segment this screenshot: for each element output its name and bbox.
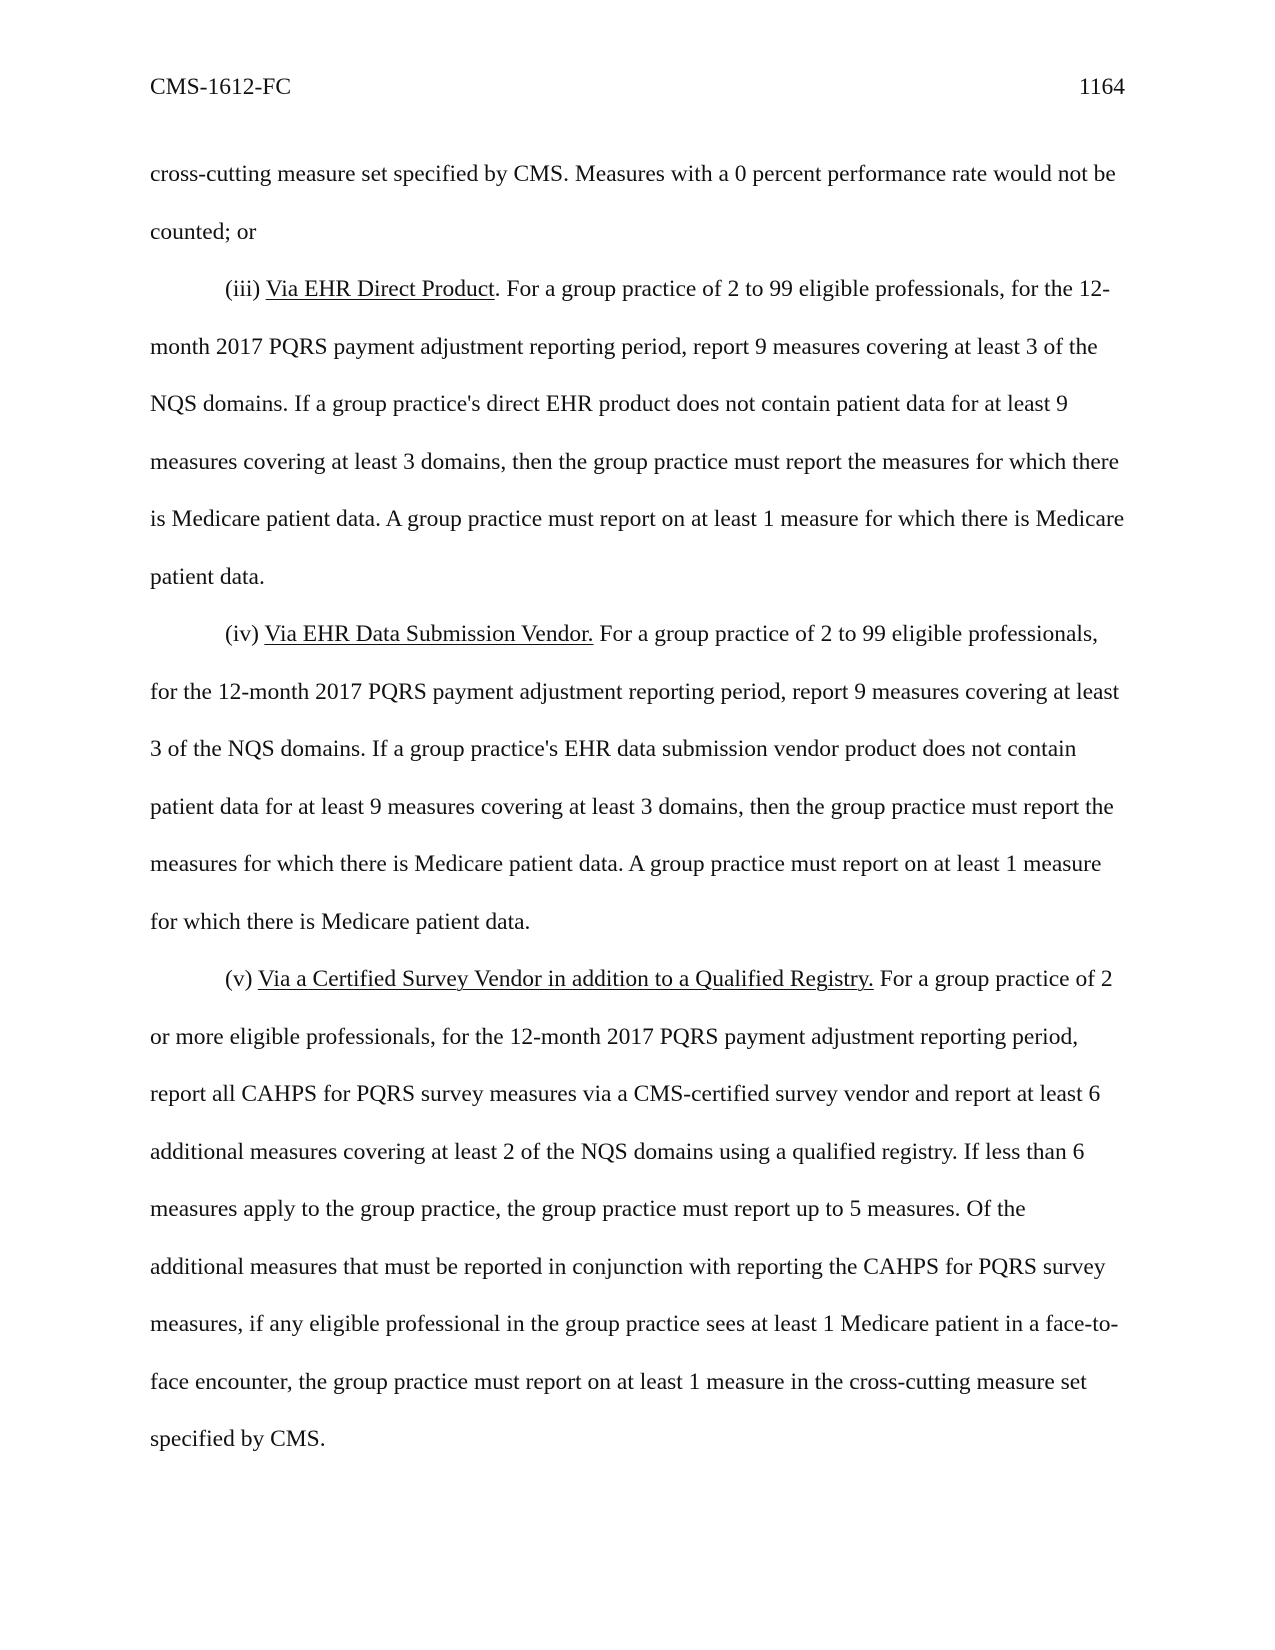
paragraph-text: cross-cutting measure set specified by CMS. Measures with a 0 percent performance rate would not be counted; or xyxy=(150,161,1116,245)
page-header xyxy=(150,74,1125,104)
paragraph-heading: Via EHR Data Submission Vendor. xyxy=(264,621,594,647)
paragraph-label: (v) xyxy=(225,966,258,992)
paragraph-heading: Via EHR Direct Product xyxy=(265,276,495,302)
paragraph-text: . For a group practice of 2 to 99 eligible professionals, for the 12-month 2017 PQRS payment adjustment reporting period, report 9 measures covering at least 3 of the NQS domains. If a group practice's direct EHR product does not contain patient data for at least 9 measures covering at least 3 domains, then the group practice must report the measures for which there is Medicare patient data. A group practice must report on at least 1 measure for which there is Medicare patient data. xyxy=(150,276,1125,590)
paragraph-text: For a group practice of 2 to 99 eligible professionals, for the 12-month 2017 PQRS payment adjustment reporting period, report 9 measures covering at least 3 of the NQS domains. If a group practice's EHR data submission vendor product does not contain patient data for at least 9 measures covering at least 3 domains, then the group practice must report the measures for which there is Medicare patient data. A group practice must report on at least 1 measure for which there is Medicare patient data. xyxy=(150,621,1120,935)
paragraph-continuation xyxy=(150,146,1125,261)
paragraph-label: (iv) xyxy=(225,621,265,647)
paragraph-certified-survey-vendor xyxy=(150,951,1125,1469)
document-id: CMS-1612-FC xyxy=(150,74,292,100)
paragraph-text: For a group practice of 2 or more eligible professionals, for the 12-month 2017 PQRS payment adjustment reporting period, report all CAHPS for PQRS survey measures via a CMS-certified survey vendor and report at least 6 additional measures covering at least 2 of the NQS domains using a qualified registry. If less than 6 measures apply to the group practice, the group practice must report up to 5 measures. Of the additional measures that must be reported in conjunction with reporting the CAHPS for PQRS survey measures, if any eligible professional in the group practice sees at least 1 Medicare patient in a face-to-face encounter, the group practice must report on at least 1 measure in the cross-cutting measure set specified by CMS. xyxy=(150,966,1119,1452)
paragraph-ehr-data-submission-vendor xyxy=(150,606,1125,951)
paragraph-label: (iii) xyxy=(225,276,266,302)
page-number: 1164 xyxy=(1078,74,1125,100)
paragraph-heading: Via a Certified Survey Vendor in addition to a Qualified Registry. xyxy=(257,966,874,992)
paragraph-ehr-direct-product xyxy=(150,261,1125,606)
document-body xyxy=(150,146,1125,1469)
